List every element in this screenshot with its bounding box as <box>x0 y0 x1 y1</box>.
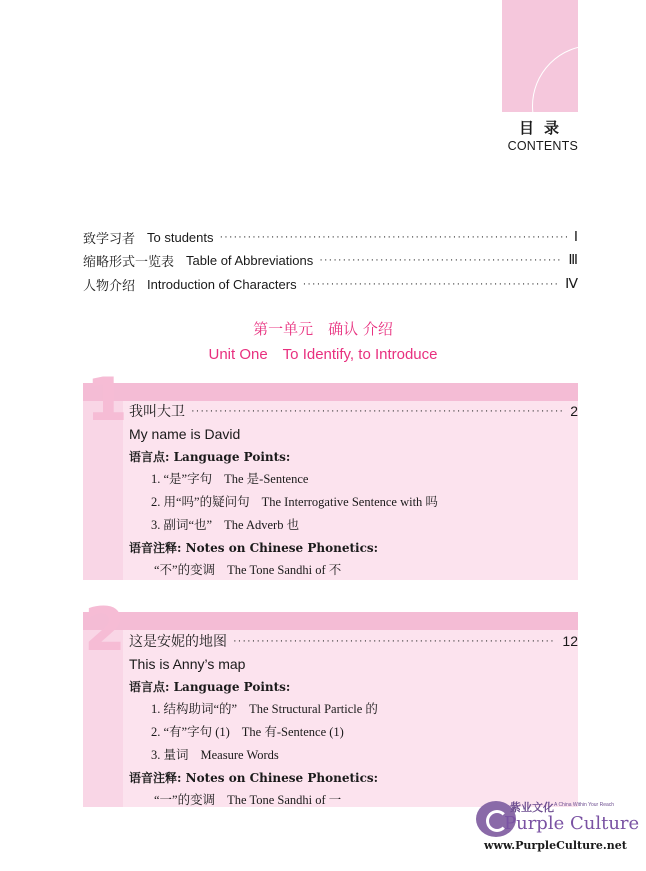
phonetics-heading: 语音注释: Notes on Chinese Phonetics: <box>129 541 379 555</box>
entry-title-en: Table of Abbreviations <box>186 252 314 268</box>
leader-dots <box>191 405 564 417</box>
language-point: 3. 副词“也” The Adverb 也 <box>151 518 300 532</box>
watermark-tagline: A China Within Your Reach <box>554 802 615 808</box>
watermark-name-cn: 紫业文化 <box>510 801 554 814</box>
lesson-title-en: My name is David <box>129 426 241 442</box>
entry-title-zh: 缩略形式一览表 <box>83 254 175 270</box>
language-points-heading: 语言点: Language Points: <box>129 680 291 694</box>
toc-entry-abbreviations[interactable] <box>83 250 578 270</box>
lesson-title-row[interactable] <box>129 400 578 422</box>
phonetics-note: “一”的变调 The Tone Sandhi of 一 <box>154 793 342 807</box>
lesson-page: 12 <box>562 633 578 649</box>
lesson-page: 2 <box>570 403 578 419</box>
watermark-name: Purple Culture <box>504 813 640 834</box>
watermark-url: www.PurpleCulture.net <box>484 839 627 852</box>
phonetics-note: “不”的变调 The Tone Sandhi of 不 <box>154 563 342 577</box>
entry-page: Ⅳ <box>565 276 578 292</box>
entry-title-zh: 人物介绍 <box>83 278 136 294</box>
language-point: 2. 用“吗”的疑问句 The Interrogative Sentence with 吗 <box>151 495 438 509</box>
lesson-1-entry[interactable] <box>129 400 578 582</box>
lesson-2-entry[interactable] <box>129 630 578 812</box>
entry-title-en: To students <box>147 229 214 245</box>
language-point: 3. 量词 Measure Words <box>151 748 279 762</box>
leader-dots <box>220 231 568 243</box>
unit-heading-en: Unit One To Identify, to Introduce <box>208 346 438 363</box>
lesson-number-2: 2 <box>84 595 126 665</box>
contents-title-en: CONTENTS <box>507 139 578 153</box>
lesson-number-1: 1 <box>86 365 128 435</box>
entry-page: Ⅰ <box>573 229 578 245</box>
phonetics-heading: 语音注释: Notes on Chinese Phonetics: <box>129 771 379 785</box>
entry-page: Ⅲ <box>568 252 578 268</box>
language-point: 2. “有”字句 (1) The 有-Sentence (1) <box>151 725 344 739</box>
lesson-title-zh: 这是安妮的地图 <box>129 634 227 650</box>
leader-dots <box>303 278 559 290</box>
contents-title-zh: 目录 <box>518 119 569 137</box>
entry-title-zh: 致学习者 <box>83 231 136 247</box>
language-points-heading: 语言点: Language Points: <box>129 450 291 464</box>
corner-decoration <box>502 0 578 112</box>
purple-culture-watermark <box>470 795 640 865</box>
entry-title-en: Introduction of Characters <box>147 276 297 292</box>
lesson-title-en: This is Anny’s map <box>129 656 246 672</box>
toc-entry-to-students[interactable] <box>83 227 578 247</box>
language-point: 1. 结构助词“的” The Structural Particle 的 <box>151 702 378 716</box>
leader-dots <box>319 254 562 266</box>
lesson-title-zh: 我叫大卫 <box>129 404 185 420</box>
leader-dots <box>233 635 556 647</box>
language-point: 1. “是”字句 The 是-Sentence <box>151 472 309 486</box>
toc-entry-characters[interactable] <box>83 274 578 294</box>
unit-heading-zh: 第一单元 确认 介绍 <box>253 320 393 338</box>
lesson-title-row[interactable] <box>129 630 578 652</box>
